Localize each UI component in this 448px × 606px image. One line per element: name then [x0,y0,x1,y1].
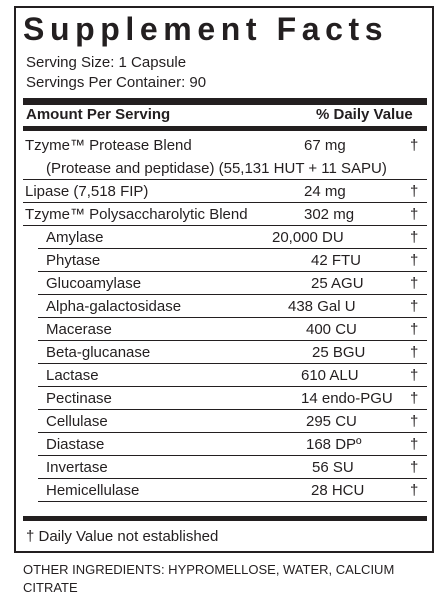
daily-value-dagger: † [410,344,419,361]
nutrient-amount: 56 SU [312,459,354,476]
nutrient-amount: 25 AGU [311,275,364,292]
nutrient-amount: 295 CU [306,413,357,430]
nutrient-name: Glucoamylase [46,275,142,292]
nutrient-name: Invertase [46,459,108,476]
nutrient-row [16,203,432,226]
nutrient-amount: 20,000 DU [272,229,344,246]
supplement-facts-panel [14,6,434,553]
nutrient-name: Phytase [46,252,101,269]
nutrient-row [16,410,432,433]
nutrient-row [16,180,432,203]
nutrient-amount: 302 mg [304,206,355,223]
nutrient-amount: 25 BGU [312,344,366,361]
nutrient-row [16,456,432,479]
nutrient-amount: 28 HCU [311,482,365,499]
nutrient-row [16,433,432,456]
nutrient-name: Cellulase [46,413,108,430]
nutrient-name: Alpha-galactosidase [46,298,182,315]
daily-value-dagger: † [410,390,419,407]
nutrient-amount: 67 mg [304,137,346,154]
nutrient-row [16,272,432,295]
nutrient-row [16,249,432,272]
daily-value-dagger: † [410,482,419,499]
nutrient-name: Macerase [46,321,112,338]
daily-value-dagger: † [410,459,419,476]
daily-value-dagger: † [410,367,419,384]
nutrient-name: Diastase [46,436,105,453]
daily-value-header: % Daily Value [316,106,413,123]
serving-size: Serving Size: 1 Capsule [26,54,187,71]
daily-value-dagger: † [410,321,419,338]
nutrient-row [16,134,432,180]
footnote: † Daily Value not established [26,528,219,545]
nutrient-amount: 24 mg [304,183,346,200]
thick-rule-top [23,98,427,105]
daily-value-dagger: † [410,298,419,315]
nutrient-name: Lipase (7,518 FIP) [25,183,149,200]
nutrient-name: Hemicellulase [46,482,140,499]
daily-value-dagger: † [410,436,419,453]
daily-value-dagger: † [410,206,419,223]
nutrient-row [16,226,432,249]
nutrient-name: Tzyme™ Protease Blend [25,137,192,154]
nutrient-subtext: (Protease and peptidase) (55,131 HUT + 11 SAPU) [46,160,387,177]
daily-value-dagger: † [410,252,419,269]
daily-value-dagger: † [410,137,419,154]
nutrient-amount: 400 CU [306,321,357,338]
nutrient-name: Beta-glucanase [46,344,151,361]
panel-title: Supplement Facts [23,11,389,47]
thick-rule-header [23,126,427,131]
nutrient-name: Tzyme™ Polysaccharolytic Blend [25,206,248,223]
nutrient-row [16,341,432,364]
thick-rule-bottom [23,516,427,521]
nutrient-name: Lactase [46,367,99,384]
daily-value-dagger: † [410,275,419,292]
nutrient-amount: 610 ALU [301,367,359,384]
nutrient-name: Pectinase [46,390,112,407]
nutrient-amount: 168 DPº [306,436,362,453]
servings-per-container: Servings Per Container: 90 [26,74,207,91]
nutrient-row [16,318,432,341]
nutrient-name: Amylase [46,229,104,246]
nutrient-row [16,295,432,318]
daily-value-dagger: † [410,183,419,200]
nutrient-amount: 42 FTU [311,252,362,269]
nutrient-row [16,479,432,502]
amount-per-serving-header: Amount Per Serving [26,106,171,123]
other-ingredients: OTHER INGREDIENTS: HYPROMELLOSE, WATER, CALCIUM CITRATE [23,562,395,595]
nutrient-amount: 438 Gal U [288,298,356,315]
nutrient-row [16,387,432,410]
daily-value-dagger: † [410,229,419,246]
nutrient-row [16,364,432,387]
row-divider [38,501,427,502]
nutrient-amount: 14 endo-PGU [301,390,393,407]
daily-value-dagger: † [410,413,419,430]
